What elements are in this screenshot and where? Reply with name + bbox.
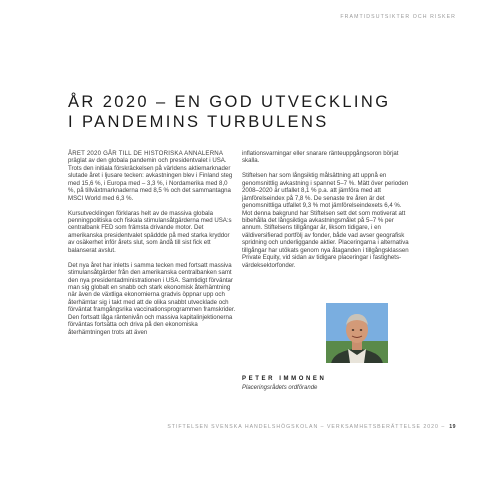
paragraph: Det nya året har inletts i samma tecken med fortsatt massiva stimulansåtgärder från den amerikanska centralbanken samt den nya presidentadministrationen i USA. Samtidigt förväntar man sig globalt en snabb och stark ekonomisk återhämtning när även de växtliga ekonomierna gradvis öppnar upp och återhämtar sig i takt med att de olika snabbt utvecklade och förväntat framgångsrika vaccinationsprogrammen framskrider. Den fortsatt låga räntenivån och massiva kapitalinjektionerna förväntas fortsätta och driva på den ekonomiska återhämtningen trots att även <box>68 261 236 336</box>
page-title <box>68 92 408 132</box>
footer-text: STIFTELSEN SVENSKA HANDELSHÖGSKOLAN – VERKSAMHETSBERÄTTELSE 2020 – <box>167 424 446 430</box>
paragraph <box>68 150 236 202</box>
page-title-line-1: ÅR 2020 – EN GOD UTVECKLING <box>68 93 391 111</box>
right-column <box>242 150 412 277</box>
paragraph: Kursutvecklingen förklaras helt av de massiva globala penningpolitiska och fiskala stimulansåtgärderna med USA:s centralbank FED som främsta drivande motor. Det amerikanska presidentvalet späddde på med starka kryddor av osäkerhet inför årets slut, som ändå till sist fick ett balanserat avslut. <box>68 209 232 254</box>
running-head: FRAMTIDSUTSIKTER OCH RISKER <box>340 14 456 20</box>
page-title-line-2: I PANDEMINS TURBULENS <box>68 113 329 131</box>
portrait-photo <box>326 303 388 363</box>
paragraph: inflationsvarningar eller snarare ränteuppgångsoron börjat skalla. <box>242 150 399 165</box>
left-column <box>68 150 236 344</box>
page-number: 19 <box>449 424 456 430</box>
caption-role: Placeringsrådets ordförande <box>242 385 318 391</box>
paragraph: Stiftelsen har som långsiktig målsättning att uppnå en genomsnittlig avkastning i spannet 5–7 %. Mätt över perioden 2008–2020 är utfallet 8,1 % p.a. att jämföra med att jämförelseindex på 7,8 %. De senaste tre åren är det genomsnittliga utfallet 9,3 % mot jämförelseindexets 6,4 %. Mot denna bakgrund har Stiftelsen sett det som motiverat att bibehålla det långsiktiga avkastningsmålet på 5–7 % per annum. Stiftelsens tillgångar är, liksom tidigare, i en väldiversifierad portfölj av fonder, både vad avser geografisk spridning och underliggande aktier. Placeringarna i alternativa tillgångar har utökats genom nya åtaganden i tillgångsklassen Private Equity, vid sidan av tidigare placeringar i fastighets-värdeksektorfonder. <box>242 172 409 269</box>
portrait-illustration <box>326 303 388 363</box>
footer <box>167 424 456 430</box>
paragraph-lead: ÅRET 2020 GÅR TILL DE HISTORISKA ANNALERNA <box>68 150 224 157</box>
caption-name: PETER IMMONEN <box>242 376 327 382</box>
paragraph-text: präglat av den globala pandemin och presidentvalet i USA. Trots den initiala förskräckelsen på världens aktiemarknader slutade året i ljusare tecken: avkastningen blev i Finland steg med 15,6 %, i Europa med – 3,3 %, i Nordamerika med 8,0 %, på tillväxtmarknaderna med 8,5 % och det sammantagna MSCI World med 6,3 %. <box>68 157 233 202</box>
